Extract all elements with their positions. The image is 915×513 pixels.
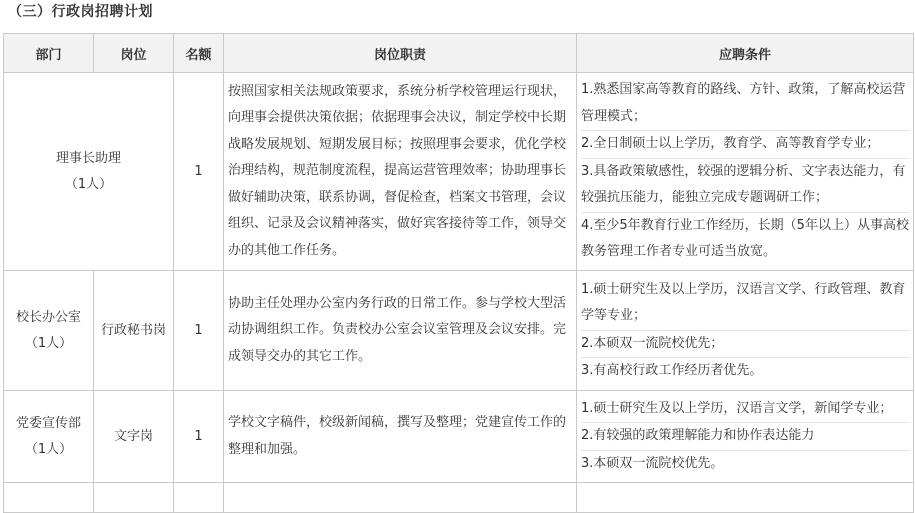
table-row	[4, 483, 914, 513]
post-cell: 行政秘书岗	[94, 271, 174, 391]
header-quota: 名额	[174, 34, 224, 73]
requirement-item: 4.至少5年教育行业工作经历，长期（5年以上）从事高校教务管理工作者专业可适当放宽。	[581, 217, 909, 260]
dept-name: 理事长助理	[55, 150, 121, 166]
table-header-row	[4, 34, 914, 73]
dept-name: 校长办公室	[15, 309, 81, 325]
dept-count: （1人）	[64, 176, 113, 192]
requirement-item: 3.有高校行政工作经历者优先。	[581, 363, 763, 378]
dept-count: （1人）	[24, 335, 73, 351]
requirement-item: 1.硕士研究生及以上学历，汉语言文学、行政管理、教育学等专业；	[581, 277, 910, 331]
duties-cell	[224, 483, 577, 513]
dept-cell	[4, 391, 94, 483]
quota-cell: 1	[174, 271, 224, 391]
dept-cell	[4, 483, 94, 513]
header-dept: 部门	[4, 34, 94, 73]
post-cell	[94, 483, 174, 513]
table-row	[4, 73, 914, 271]
recruitment-table	[3, 33, 914, 513]
duties-cell: 按照国家相关法规政策要求，系统分析学校管理运行现状，向理事会提供决策依据；依据理事会决议，制定学校中长期战略发展规划、短期发展目标；按照理事会要求，优化学校治理结构，规范制度流程，提高运营管理效率；协助理事长做好辅助决策，联系协调，督促检查，档案文书管理，会议组织、记录及会议精神落实，做好宾客接待等工作，领导交办的其他工作任务。	[224, 73, 577, 271]
requirement-item: 2.全日制硕士以上学历，教育学、高等教育学专业；	[581, 131, 910, 159]
requirement-item: 2.有较强的政策理解能力和协作表达能力	[581, 423, 910, 451]
quota-cell	[174, 483, 224, 513]
header-duties: 岗位职责	[224, 34, 577, 73]
requirement-item: 1.熟悉国家高等教育的路线、方针、政策，了解高校运营管理模式；	[581, 77, 910, 131]
header-post: 岗位	[94, 34, 174, 73]
requirement-item: 1.硕士研究生及以上学历，汉语言文学，新闻学专业；	[581, 396, 910, 424]
quota-cell: 1	[174, 73, 224, 271]
duties-cell: 学校文字稿件，校级新闻稿，撰写及整理；党建宣传工作的整理和加强。	[224, 391, 577, 483]
requirement-item: 3.本硕双一流院校优先。	[581, 455, 724, 471]
header-requirements: 应聘条件	[577, 34, 914, 73]
dept-count: （1人）	[24, 441, 73, 457]
dept-cell	[4, 271, 94, 391]
requirement-item: 2.本硕双一流院校优先；	[581, 331, 910, 359]
post-cell: 文字岗	[94, 391, 174, 483]
requirements-cell	[577, 483, 914, 513]
requirements-cell	[577, 391, 914, 483]
section-title: （三）行政岗招聘计划	[8, 4, 153, 20]
quota-cell: 1	[174, 391, 224, 483]
dept-name: 党委宣传部	[15, 415, 81, 431]
requirements-cell	[577, 271, 914, 391]
table-row	[4, 271, 914, 391]
duties-cell: 协助主任处理办公室内务行政的日常工作。参与学校大型活动协调组织工作。负责校办公室会议室管理及会议安排。完成领导交办的其它工作。	[224, 271, 577, 391]
table-row	[4, 391, 914, 483]
requirement-item: 3.具备政策敏感性，较强的逻辑分析、文字表达能力，有较强抗压能力，能独立完成专题调研工作；	[581, 159, 910, 213]
requirements-cell	[577, 73, 914, 271]
dept-cell	[4, 73, 174, 271]
